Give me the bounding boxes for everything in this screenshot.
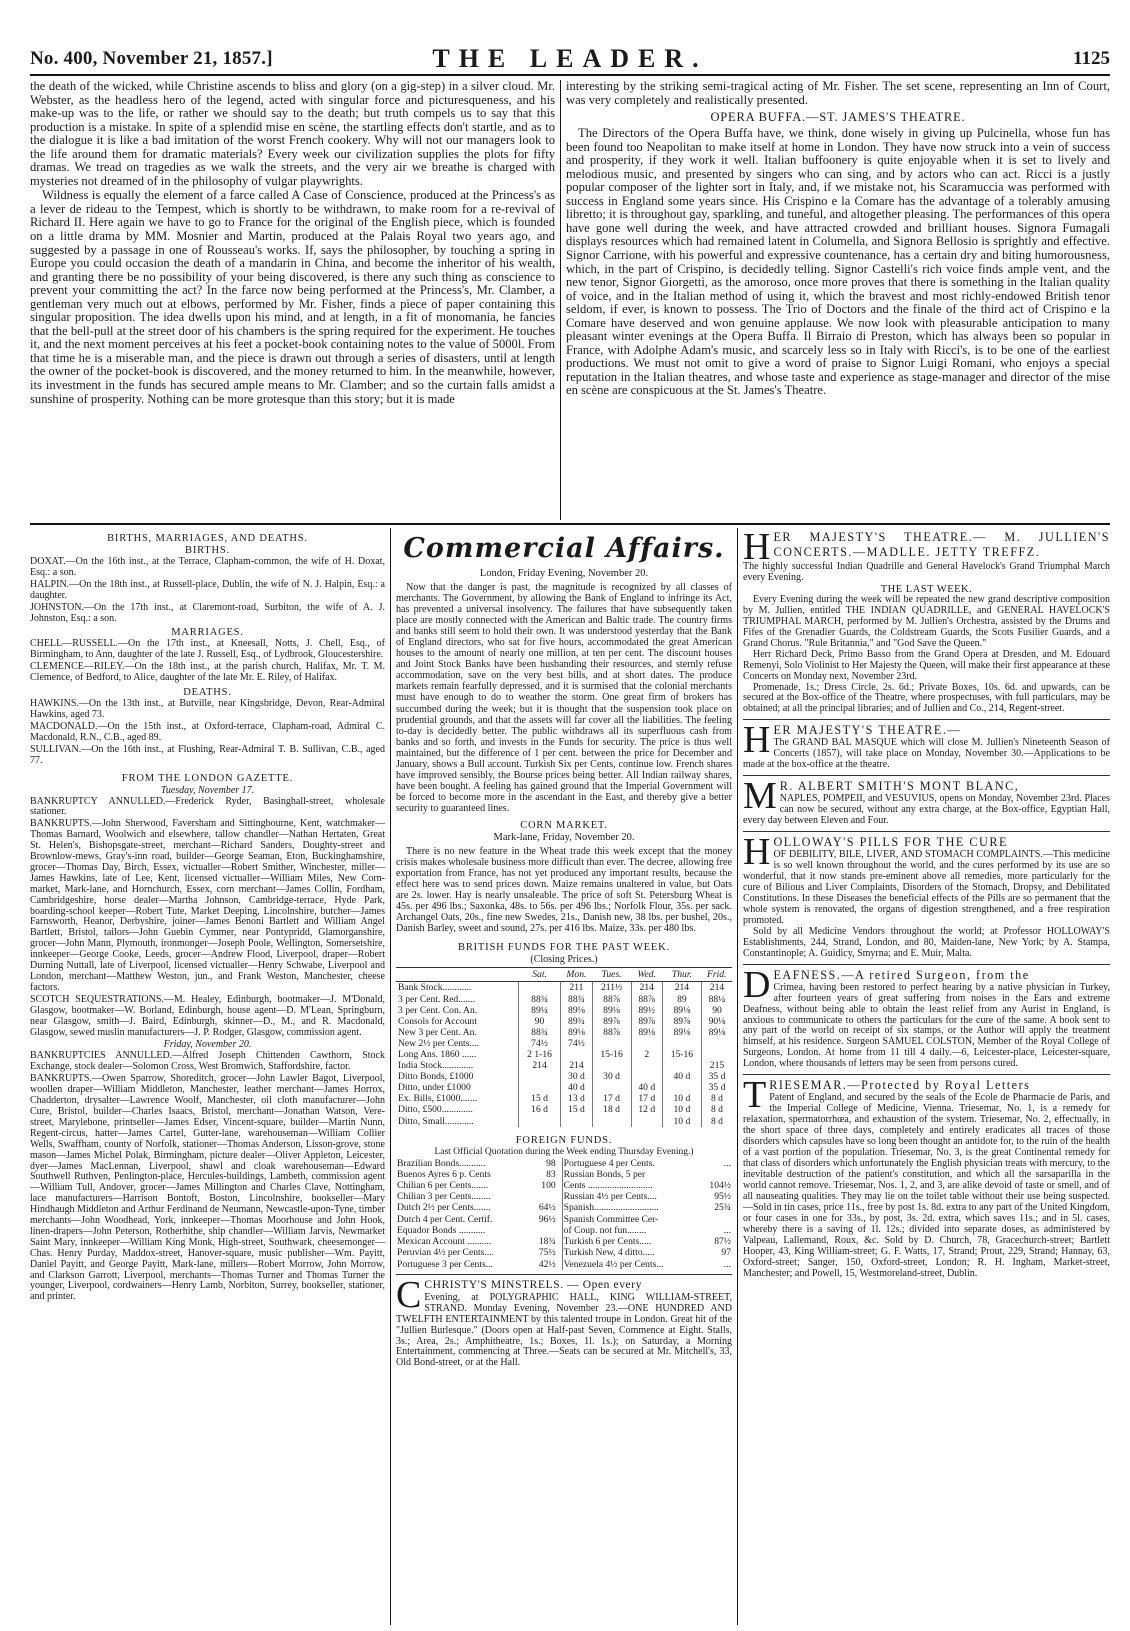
foreign-fund-price-cell	[700, 1214, 732, 1225]
review-paragraph: interesting by the striking semi-tragical acting of Mr. Fisher. The set scene, representing an Inn of Court, was very completely and realistically presented.	[566, 80, 1110, 107]
foreign-fund-name-cell: Mexican Account ..........	[397, 1236, 492, 1248]
her-majestys-theatre-bal-masque-advert	[743, 719, 1110, 771]
fund-price-cell: 211½	[592, 982, 631, 994]
holloways-pills-advert	[743, 831, 1110, 960]
fund-price-cell: 15-16	[592, 1049, 631, 1060]
fund-price-cell: 18 d	[592, 1104, 631, 1115]
fund-price-cell: 40 d	[662, 1071, 701, 1082]
foreign-fund-price-cell: 96½	[529, 1214, 562, 1225]
table-row	[396, 1259, 732, 1270]
fund-price-cell: 88¾	[518, 994, 561, 1005]
opera-buffa-text: The Directors of the Opera Buffa have, we think, done wisely in giving up Pulcinella, whose fun has been found too Neapolitan to make itself at home in London. They have now struck into a vein of success and prosperity, if they work it well. Italian buffoonery is quite enjoyable when it is set to lively and melodious music, and presented by singers who can sing, and by actors who can act. Ricci is a justly popular composer of the lighter sort in Italy, and, if we mistake not, his Scaramuccia was performed with success in England some years since. His Crispino e la Comare has the advantage of a tolerably amusing libretto; it is throughout gay, sparkling, and tuneful, and altogether pleasing. The performances of this opera have gone well during the week, and have attracted crowded and brilliant houses. Signora Fumagali displays resources which had remained latent in Columella, and Signora Bellosio is sprightly and effective. Signor Carrione, with his powerful and expressive countenance, has a certain dry and biting humorousness, which, in the part of Crispino, is decidedly telling. Signor Castelli's rich voice finds ample vent, and the new tenor, Signor Giorgetti, as the amoroso, once more proves that there is something in the Italian quality of voice, and in the Italian method of using it, which the bravest and most richly-endowed British tenor seldom, if ever, is known to possess. The Trio of Doctors and the finale of the third act of Crispino e la Comare have deserved and won genuine applause. We now look with pleasurable anticipation to many pleasant winter evenings at the Opera Buffa. Il Birraio di Preston, which has always been so popular in France, with Adolphe Adam's music, and scarcely less so in Italy with Ricci's, is to be one of the earliest productions. We must not omit to give a word of praise to Signor Luigi Romani, who enjoys a special reputation in the Italian theatres, and whose taste and experience as stage-manager and director of the mise en scène are conspicuous at the St. James's Theatre.	[566, 126, 1110, 398]
column-divider	[560, 80, 561, 520]
advert-text: Promenade, 1s.; Dress Circle, 2s. 6d.; Private Boxes, 10s. 6d. and upwards, can be secured at the Box-office of the Theatre, where prospectuses, with full particulars, may be obtained; at all the principal libraries; and of Jullien and Co., 214, Regent-street.	[743, 681, 1110, 715]
table-row	[396, 1180, 732, 1191]
fund-price-cell: 30 d	[561, 1071, 592, 1082]
advert-text: Evening, at POLYGRAPHIC HALL, KING WILLIAM-STREET, STRAND. Monday Evening, November 23.—ONE HUNDRED AND TWELFTH ENTERTAINMENT by this talented troupe in London. Great hit of the "Jullien Burlesque." (Doors open at Half-past Seven, Commence at Eight. Stalls, 3s.; Area, 2s.; Amphitheatre, 1s.; Boxes, 1l. 1s.); on Saturday, a Morning Entertainment, commencing at Three.—Seats can be secured at Mr. Mitchell's, 33, Old Bond-street, or at the Hall.	[396, 1291, 732, 1369]
foreign-fund-price-cell: 97	[721, 1247, 731, 1259]
foreign-fund-name-cell: Russian 4½ per Cents....	[563, 1191, 657, 1203]
fund-price-cell: 35 d	[701, 1071, 732, 1082]
section-divider	[30, 523, 1110, 525]
fund-price-cell: 88¾	[518, 1027, 561, 1038]
fund-price-cell: 40 d	[561, 1082, 592, 1093]
fund-price-cell: 17 d	[631, 1093, 662, 1104]
fund-price-cell: 88⅞	[592, 1027, 631, 1038]
fund-price-cell: 35 d	[701, 1082, 732, 1093]
fund-price-cell: 30 d	[592, 1071, 631, 1082]
fund-price-cell: 16 d	[518, 1104, 561, 1115]
birth-notice: HALPIN.—On the 18th inst., at Russell-place, Dublin, the wife of N. J. Halpin, Esq.: a daughter.	[30, 578, 385, 601]
fund-price-cell	[592, 1038, 631, 1049]
table-row	[396, 1027, 732, 1038]
foreign-fund-price-cell: 87½	[714, 1236, 731, 1248]
fund-price-cell: 89¾	[561, 1016, 592, 1027]
foreign-fund-name-cell: Russian Bonds, 5 per	[563, 1168, 646, 1180]
fund-price-cell: 40 d	[631, 1082, 662, 1093]
fund-price-cell: 89⅛	[662, 1027, 701, 1038]
foreign-fund-name-cell: Buenos Ayres 6 p. Cents	[397, 1168, 491, 1180]
foreign-fund-price-cell: ...	[723, 1157, 731, 1169]
table-row	[396, 994, 732, 1005]
ad-divider	[743, 964, 1110, 965]
table-row	[396, 1247, 732, 1258]
fund-price-cell: 8 d	[701, 1116, 732, 1127]
foreign-fund-price-cell: 104½	[709, 1180, 731, 1192]
fund-price-cell: 74½	[518, 1038, 561, 1049]
fund-price-cell: 89⅞	[592, 1016, 631, 1027]
british-funds-subtitle: (Closing Prices.)	[530, 954, 598, 966]
drop-cap: C	[396, 1273, 422, 1316]
fund-price-cell: 2 1-16	[518, 1049, 561, 1060]
fund-price-cell: 88⅞	[631, 994, 662, 1005]
advert-heading: RIESEMAR.—Protected by Royal Letters	[769, 1078, 1031, 1093]
advert-heading: ER MAJESTY'S THEATRE.—	[773, 723, 962, 738]
foreign-fund-price-cell: 100	[529, 1180, 562, 1191]
fund-price-cell: 89¼	[518, 1005, 561, 1016]
deaths-heading: DEATHS.	[183, 687, 232, 699]
advert-heading: R. ALBERT SMITH'S MONT BLANC,	[779, 779, 1020, 794]
fund-price-cell: 89⅞	[631, 1016, 662, 1027]
commercial-dateline: London, Friday Evening, November 20.	[479, 568, 649, 579]
table-row	[396, 1191, 732, 1202]
ad-divider	[743, 719, 1110, 720]
foreign-fund-name-cell: Dutch 4 per Cent. Certif.	[397, 1213, 493, 1225]
page-number: 1125	[1073, 48, 1110, 69]
deafness-advert	[743, 963, 1110, 1071]
column-header: Wed.	[631, 968, 662, 982]
corn-market-dateline: Mark-lane, Friday, November 20.	[493, 831, 635, 843]
advert-text: Crimea, having been restored to perfect hearing by a native physician in Turkey, after fourteen years of great suffering from noises in the Ears and extreme Deafness, without being able to obtain the least relief from any Aurist in England, is anxious to communicate to others the particulars for the cure of the same. A book sent to any part of the world on receipt of six stamps, or the Author will apply the treatment himself, at his residence. Surgeon SAMUEL COLSTON, Member of the Royal College of Surgeons, London. At home from 11 till 4 daily.—6, Leicester-place, Leicester-square, London, where thousands of letters may be seen from persons cured.	[743, 981, 1110, 1070]
table-row	[396, 1071, 732, 1082]
commercial-text: Now that the danger is past, the magnitude is recognized by all classes of merchants. The Government, by allowing the Bank of England to infringe its Act, has prevented a universal insolvency. The failures that have subsequently taken place are mostly connected with the American and Baltic trade. The country firms and banks still seem to hold their own. It was understood yesterday that the Bank of England directors, who sat for five hours, accommodated the great American houses to the amount of nearly one million, at ten per cent. The discount houses and Joint Stock Banks have been husbanding their resources, and sternly refuse accommodation, save on the very best bills, and at short dates. The produce markets remain fearfully depressed, and it is surmised that the colonial merchants must have enough to do to weather the storm. One great firm of brokers has succumbed during the week; but it is thought that the suspension took place on prudential grounds, and that the assets will far cover all the liabilities. The feeling to-day is decidedly better. The public withdraws all its superfluous cash from banks and so forth, and invests in the Funds for security. The price is thus well maintained, but the difference of 1 per cent. between the price for December and January, shows a Bull account. Turkish Six per Cents, continue low. French shares have improved sensibly, the Bourse prices being better. All Indian railway shares, have been bought. A feeling has gained ground that the Imperial Government will be forced to become more in the ascendant in the East, and thereby give a better security to guaranteed lines.	[396, 582, 732, 814]
fund-price-cell: 89½	[631, 1005, 662, 1016]
fund-name-cell: Ditto, under £1000	[398, 1082, 471, 1094]
ad-divider	[396, 1274, 732, 1275]
foreign-fund-name-cell: Dutch 2½ per Cents.......	[397, 1202, 491, 1214]
fund-price-cell	[592, 1060, 631, 1071]
fund-price-cell: 15 d	[561, 1104, 592, 1115]
fund-name-cell: 3 per Cent. Con. An.	[398, 1004, 478, 1016]
bmd-title: BIRTHS, MARRIAGES, AND DEATHS.	[107, 533, 308, 544]
foreign-fund-price-cell: 98	[529, 1158, 562, 1169]
births-heading: BIRTHS.	[185, 545, 230, 556]
fund-price-cell: 214	[701, 982, 732, 994]
fund-name-cell: Bank Stock............	[398, 982, 472, 994]
advert-heading: ER MAJESTY'S THEATRE.— M. JULLIEN'S CONCERTS.—MADLLE. JETTY TREFFZ.	[773, 530, 1110, 559]
fund-price-cell: 2	[631, 1049, 662, 1060]
fund-price-cell	[662, 1082, 701, 1093]
gazette-paragraph: BANKRUPTCIES ANNULLED.—Alfred Joseph Chittenden Cawthorn, Stock Exchange, stock dealer—Solomon Cross, West Bromwich, Staffordshire, factor.	[30, 1050, 385, 1073]
fund-price-cell	[631, 1116, 662, 1127]
gazette-paragraph: BANKRUPTS.—John Sherwood, Faversham and Sittingbourne, Kent, watchmaker—Thomas Barnard, Woolwich and elsewhere, tallow chandler—Nathan Hertaten, Great St. Helen's, Bishopsgate-street, merchant—Richard Sanders, Doughty-street and Brownlow-mews, Gray's-inn road, builder—George Seaman, Eton, Buckinghamshire, grocer—Thomas Day, Birch, Essex, victualler—Robert Smither, Winchester, miller—James Hawkins, late of Lee, Kent, licensed victualler—William Miles, New Corn-market, Mark-lane, and Hornchurch, Essex, corn merchant—James Collin, Fordham, Cambridgeshire, horse dealer—Martha Johnson, Cambridge-terrace, Hyde Park, boarding-school keeper—Robert Tute, Market Deeping, Lincolnshire, butcher—James Farnsworth, Heanor, Derbyshire, joiner—James Benoni Bartlett and William Angel Bartlett, Bristol, tailors—John Guebin Cymmer, near Pontypridd, Glamorganshire, grocer—John Mann, Plymouth, ironmonger—Joseph Poole, Wellington, Somersetshire, innkeeper—George Cooke, Leeds, grocer—Andrew Flood, Liverpool, draper—Robert Durning Nuttall, late of Liverpool, licensed victualler—Henry Schwabe, Liverpool and London, merchant—Matthew Weston, jun., and Frank Weston, Manchester, cheese factors.	[30, 818, 385, 993]
fund-price-cell: 89⅛	[561, 1005, 592, 1016]
fund-price-cell	[631, 1060, 662, 1071]
fund-price-cell	[631, 1071, 662, 1082]
column-header	[396, 968, 518, 982]
her-majestys-theatre-concerts-advert	[743, 530, 1110, 715]
fund-price-cell: 89⅛	[561, 1027, 592, 1038]
foreign-funds-subtitle: Last Official Quotation during the Week ending Thursday Evening.)	[434, 1146, 694, 1157]
fund-price-cell: 214	[631, 982, 662, 994]
fund-price-cell	[701, 1049, 732, 1060]
fund-price-cell: 88⅞	[592, 994, 631, 1005]
foreign-fund-name-cell: Spanish Committee Cer-	[563, 1213, 659, 1225]
corn-market-text: There is no new feature in the Wheat trade this week except that the money crisis makes wholesale business more difficult than ever. The decree, allowing free exportation from France, has not yet produced any important results, because the effect here was to send prices down. Maize remains unaltered in value, but Oats are 2s. lower. Hay is nearly unsaleable. The price of soft St. Petersburg Wheat is 45s. per 496 lbs.; Saxonka, 48s. to 56s. per 496 lbs.; Norfolk Flour, 35s. per sack. Archangel Oats, 20s., fine new Swedes, 21s., Danish new, 38 lbs. per bushel, 20s., Danish Barley, sweet and sound, 27s. per 416 lbs. Maize, 33s. per 480 lbs.	[396, 845, 732, 935]
fund-price-cell: 10 d	[662, 1116, 701, 1127]
table-row	[396, 1214, 732, 1225]
table-row	[396, 1049, 732, 1060]
column-header: Thur.	[662, 968, 701, 982]
advert-heading: CHRISTY'S MINSTRELS. — Open every	[424, 1278, 643, 1291]
foreign-fund-price-cell: 75½	[529, 1247, 562, 1258]
fund-price-cell	[518, 1082, 561, 1093]
advert-text: Herr Richard Deck, Primo Basso from the Grand Opera at Dresden, and M. Edouard Remenyi, Solo Violinist to Her Majesty the Queen, will make their first appearance at these Concerts on Monday next, November 23rd.	[743, 648, 1110, 682]
fund-price-cell: 88¼	[701, 994, 732, 1005]
mont-blanc-advert	[743, 775, 1110, 827]
column-divider	[390, 528, 391, 1625]
fund-price-cell	[592, 1082, 631, 1093]
fund-price-cell: 17 d	[592, 1093, 631, 1104]
foreign-fund-price-cell	[529, 1225, 562, 1236]
advert-subheading: THE LAST WEEK.	[880, 583, 973, 595]
foreign-fund-name-cell: Brazilian Bonds...........	[397, 1157, 486, 1169]
foreign-fund-name-cell: Chilian 6 per Cents.......	[397, 1180, 489, 1192]
advert-text: Sold by all Medicine Vendors throughout the world; at Professor HOLLOWAY'S Establishments, 244, Strand, London, and 80, Maiden-lane, New York; by A. Stampa, Constantinople; A. Guidicy, Smyrna; and E. Muir, Malta.	[743, 925, 1110, 959]
fund-price-cell: 214	[518, 1060, 561, 1071]
british-funds-table	[396, 967, 732, 1126]
column-header: Tues.	[592, 968, 631, 982]
fund-price-cell	[518, 1071, 561, 1082]
ad-divider	[743, 831, 1110, 832]
fund-price-cell: 90⅛	[701, 1016, 732, 1027]
foreign-fund-name-cell: of Coup. not fun........	[563, 1224, 647, 1236]
theatre-review-left-column	[30, 80, 555, 520]
fund-name-cell: Long Ans. 1860 ......	[398, 1049, 477, 1061]
foreign-fund-name-cell: Equador Bonds ...........	[397, 1224, 486, 1236]
marriage-notice: CHELL—RUSSELL.—On the 17th inst., at Kneesall, Notts, J. Chell, Esq., of Birmingham, to Ann, daughter of the late J. Russell, Esq., of Lydbrook, Gloucestershire.	[30, 638, 385, 661]
advert-text: The GRAND BAL MASQUE which will close M. Jullien's Nineteenth Season of Concerts (1857), will take place on Monday, November 30.—Applications to be made at the box-office at the theatre.	[743, 737, 1110, 771]
advert-text: OF DEBILITY, BILE, LIVER, AND STOMACH COMPLAINTS.—This medicine is so well known throughout the world, and the cures performed by its use are so wonderful, that it now stands pre-eminent above all remedies, more particularly for the cure of Bilious and Liver Complaints, Disorders of the Stomach, Dropsy, and Debilitated Constitutions. In these Diseases the beneficial effects of the Pills are so permanent that the whole system is renovated, the organs of digestion strengthened, and a free respiration promoted.	[743, 849, 1110, 926]
fund-price-cell: 214	[561, 1060, 592, 1071]
foreign-fund-price-cell: 95½	[714, 1191, 731, 1203]
marriage-notice: CLEMENCE—RILEY.—On the 18th inst., at the parish church, Halifax, Mr. T. M. Clemence, of Bedford, to Alice, daughter of the late Mr. E. Riley, of Halifax.	[30, 661, 385, 684]
foreign-fund-price-cell	[529, 1191, 562, 1202]
commercial-column	[396, 530, 732, 1625]
fund-price-cell: 89⅛	[592, 1005, 631, 1016]
fund-price-cell: 211	[561, 982, 592, 994]
drop-cap: H	[743, 719, 771, 762]
foreign-fund-price-cell	[700, 1169, 732, 1180]
table-row	[396, 982, 732, 994]
fund-price-cell: 74½	[561, 1038, 592, 1049]
marriages-heading: MARRIAGES.	[171, 627, 244, 639]
column-header: Mon.	[561, 968, 592, 982]
advert-text: The highly successful Indian Quadrille and General Havelock's Grand Triumphal March every Evening.	[743, 561, 1110, 583]
foreign-fund-name-cell: Chilian 3 per Cents........	[397, 1191, 491, 1203]
fund-price-cell	[701, 1038, 732, 1049]
table-row	[396, 1158, 732, 1169]
advert-heading: OLLOWAY'S PILLS FOR THE CURE	[773, 835, 1008, 850]
death-notice: HAWKINS.—On the 13th inst., at Butville, near Kingsbridge, Devon, Rear-Admiral Hawkins, aged 73.	[30, 698, 385, 720]
fund-price-cell: 13 d	[561, 1093, 592, 1104]
fund-price-cell: 12 d	[631, 1104, 662, 1115]
foreign-fund-price-cell: 83	[529, 1169, 562, 1180]
advert-text: NAPLES, POMPEII, and VESUVIUS, opens on Monday, November 23rd. Places can now be secured, without any extra charge, at the Box-office, Egyptian Hall, every day between Eleven and Four.	[743, 793, 1110, 827]
gazette-date: Tuesday, November 17.	[160, 784, 255, 796]
fund-name-cell: Ditto, £500.............	[398, 1104, 473, 1116]
foreign-fund-name-cell: Turkish New, 4 ditto.....	[563, 1247, 655, 1259]
theatre-review-right-column	[566, 80, 1110, 520]
fund-price-cell: 89⅛	[701, 1027, 732, 1038]
fund-price-cell: 88¾	[561, 994, 592, 1005]
table-row	[396, 1016, 732, 1027]
gazette-date: Friday, November 20.	[163, 1039, 252, 1051]
fund-price-cell	[631, 1038, 662, 1049]
column-header: Frid.	[701, 968, 732, 982]
masthead	[30, 46, 1110, 76]
table-row	[396, 1038, 732, 1049]
fund-name-cell: Ex. Bills, £1000.......	[398, 1093, 478, 1105]
death-notice: MACDONALD.—On the 15th inst., at Oxford-terrace, Clapham-road, Admiral C. Macdonald, R.N., C.B., aged 89.	[30, 720, 385, 743]
table-row	[396, 1202, 732, 1213]
foreign-fund-name-cell: Portuguese 4 per Cents.	[563, 1157, 655, 1169]
fund-name-cell: New 2½ per Cents....	[398, 1037, 479, 1049]
death-notice: SULLIVAN.—On the 16th inst., at Flushing, Rear-Admiral T. B. Sullivan, C.B., aged 77.	[30, 743, 385, 766]
ad-divider	[743, 1074, 1110, 1075]
column-divider	[737, 528, 738, 1625]
table-row	[396, 1236, 732, 1247]
table-header-row	[396, 968, 732, 982]
fund-name-cell: Ditto, Small............	[398, 1115, 474, 1127]
fund-price-cell: 8 d	[701, 1104, 732, 1115]
issue-number-date: No. 400, November 21, 1857.]	[30, 48, 273, 69]
notices-column	[30, 530, 385, 1625]
ad-divider	[743, 775, 1110, 776]
fund-price-cell	[662, 1038, 701, 1049]
foreign-fund-price-cell: ...	[723, 1258, 731, 1270]
drop-cap: T	[743, 1074, 767, 1117]
foreign-funds-title: FOREIGN FUNDS.	[515, 1134, 613, 1146]
fund-price-cell: 89⅞	[662, 1016, 701, 1027]
foreign-fund-name-cell: Spanish...........................	[563, 1202, 659, 1214]
gazette-paragraph: BANKRUPTS.—Owen Sparrow, Shoreditch, grocer—John Lawler Bagot, Liverpool, woollen draper—William Middleton, Manchester, leather merchant—James Horrox, Chadderton, drysalter—Lawrence Woolf, Manchester, oil cloth manufacturer—John Cure, Bristol, builder—Charles Isaacs, Bristol, merchant—Jonathan Watson, Vere-street, Marylebone, printseller—James Edser, Vincent-square, builder—Martin Nunn, Regent-circus, hatter—James Cartel, Gutter-lane, warehouseman—William Collier Wells, Swaffham, county of Norfolk, stationer—Thomas Anderson, Lisson-grove, stone mason—James Michel Polak, Birmingham, picture dealer—Oliver Appleton, Leicester, dyer—James MacLennan, Liverpool, shawl and cloak warehouseman—Edward Southwell Ruthven, Penlington-place, Hercules-buildings, Lambeth, commission agent—William Tull, Andover, grocer—James Millington and Charles Clave, Nottingham, lace manufacturers—Harrison Bontoft, Boston, Lincolnshire, bookseller—Mary Hindhaugh Middleton and Arthur Ferdinand de Neumann, Newcastle-upon-Tyne, timber merchants—John Woodhead, York, innkeeper—Thomas Moorhouse and John Hook, linen-drapers—John Peterson, Rotherhithe, ship chandler—William Jarvis, Newmarket Saint Mary, innkeeper—William King Monk, High-street, Southwark, cheesemonger—Chas. Henry Purday, Maddox-street, Hanover-square, music publisher—Wm. Payitt, Daniel Payitt, and George Payitt, Mark-lane, millers—Robert Morrow, John Morrow, and Clarkson Garrott, Liverpool, merchants—Thomas Turner and Thomas Turner the younger, Liverpool, cordwainers—Henry Lamb, Norbiton, Surrey, bookseller, stationer, and printer.	[30, 1073, 385, 1303]
gazette-paragraph: BANKRUPTCY ANNULLED.—Frederick Ryder, Basinghall-street, wholesale stationer.	[30, 795, 385, 818]
fund-name-cell: New 3 per Cent. An.	[398, 1026, 477, 1038]
table-row	[396, 1093, 732, 1104]
fund-price-cell	[518, 982, 561, 994]
foreign-fund-price-cell: 25¾	[714, 1202, 731, 1214]
foreign-fund-price-cell: 64½	[529, 1202, 562, 1213]
fund-price-cell: 89	[662, 994, 701, 1005]
foreign-fund-name-cell: Cents ...........................	[563, 1180, 653, 1192]
review-paragraph: the death of the wicked, while Christine ascends to bliss and glory (on a gig-step) in a silver cloud. Mr. Webster, as the headless hero of the legend, acted with singular force and picturesqueness, and his make-up was to the life, or rather we should say to the death; but truth compels us to say that this production is a mistake. In spite of a splendid mise en scène, the startling effects don't startle, and as to the dialogue it is like a bad imitation of the worst French cookery. Why will not our managers look to the life around them for dramatic materials? Every week our civilization supplies the plots for fifty dramas. We tread on tragedies as we walk the streets, and the very air we breathe is charged with mysteries not dreamed of in the philosophy of vulgar playwrights.	[30, 80, 555, 188]
foreign-fund-price-cell: 18¾	[529, 1236, 562, 1247]
commercial-affairs-title: Commercial Affairs.	[403, 533, 725, 564]
column-header: Sat.	[518, 968, 561, 982]
fund-name-cell: India Stock.............	[398, 1060, 474, 1072]
table-row	[396, 1225, 732, 1236]
fund-price-cell: 10 d	[662, 1104, 701, 1115]
advert-text: Patent of England, and secured by the seals of the Ecole de Pharmacie de Paris, and the Imperial College of Medicine, Vienna. Triesemar, No. 1, is a remedy for relaxation, spermatorrhœa, and exhaustion of the system. Triesemar, No. 2, effectually, in the short space of three days, completely and entirely eradicates all traces of those disorders which capsules have so long been thought an antidote for, to the ruin of the health of a vast portion of the population. Triesemar, No. 3, is the great Continental remedy for that class of disorders which unfortunately the English physician treats with mercury, to the inevitable destruction of the patient's constitution, and which all the sarsaparilla in the world cannot remove. Triesemar, Nos. 1, 2, and 3, are alike devoid of taste or smell, and of all nauseating qualities. They may lie on the toilet table without their use being suspected.—Sold in tin cases, price 11s., free by post 1s. 8d. extra to any part of the United Kingdom, or four cases in one for 33s., by post, 3s. 2d. extra, which saves 11s.; and in 5l. cases, whereby there is a saving of 1l. 12s.; divided into separate doses, as administered by Valpeau, Lallemand, Roux, &c. Sold by D. Church, 78, Gracechurch-street; Bartlett Hooper, 43, King William-street; G. F. Watts, 17, Strand; Prout, 229, Strand; Hannay, 63, Oxford-street; Sanger, 150, Oxford-street, London; R. H. Ingham, Market-street, Manchester; and Powell, 15, Westmoreland-street, Dublin.	[743, 1092, 1110, 1279]
drop-cap: M	[743, 775, 777, 818]
foreign-fund-name-cell: Turkish 6 per Cents.....	[563, 1236, 652, 1248]
birth-notice: JOHNSTON.—On the 17th inst., at Claremont-road, Surbiton, the wife of A. J. Johnston, Esq.: a son.	[30, 601, 385, 624]
gazette-paragraph: SCOTCH SEQUESTRATIONS.—M. Healey, Edinburgh, bootmaker—J. M'Donald, Glasgow, bootmaker—W. Borland, Edinburgh, house agent—D. M'Lean, Springburn, near Glasgow, smith—J. Baird, Edinburgh, skinner—D., M., and R. Macdonald, Glasgow, sewed muslin manufacturers—J. P. Rodger, Glasgow, commission agent.	[30, 993, 385, 1038]
fund-name-cell: Consols for Account	[398, 1015, 477, 1027]
fund-price-cell: 214	[662, 982, 701, 994]
fund-name-cell: Ditto Bonds, £1000	[398, 1071, 474, 1083]
table-row	[396, 1116, 732, 1127]
foreign-fund-name-cell: Portuguese 3 per Cents...	[397, 1258, 493, 1270]
fund-price-cell	[662, 1060, 701, 1071]
fund-name-cell: 3 per Cent. Red.......	[398, 993, 476, 1005]
triesemar-advert	[743, 1074, 1110, 1279]
corn-market-title: CORN MARKET.	[520, 819, 608, 831]
foreign-fund-price-cell: ...	[723, 1224, 731, 1236]
opera-buffa-heading: OPERA BUFFA.—ST. JAMES'S THEATRE.	[710, 110, 966, 125]
fund-price-cell	[518, 1116, 561, 1127]
fund-price-cell: 90	[518, 1016, 561, 1027]
fund-price-cell: 89⅛	[662, 1005, 701, 1016]
advert-heading: EAFNESS.—A retired Surgeon, from the	[773, 967, 1030, 982]
fund-price-cell: 8 d	[701, 1093, 732, 1104]
foreign-fund-price-cell: 42½	[529, 1259, 562, 1270]
table-row	[396, 1169, 732, 1180]
advert-text: Every Evening during the week will be repeated the new grand descriptive composition by M. Jullien, entitled THE INDIAN QUADRILLE, and GENERAL HAVELOCK'S TRIUMPHAL MARCH, performed by M. Jullien's Orchestra, assisted by the Drums and Fifes of the Grenadier Guards, the Coldstream Guards, the Scots Fusilier Guards, and a Grand Chorus. "Rule Britannia," and "God Save the Queen."	[743, 593, 1110, 649]
table-row	[396, 1060, 732, 1071]
table-row	[396, 1104, 732, 1115]
drop-cap: H	[743, 831, 771, 874]
foreign-fund-name-cell: Venezuela 4½ per Cents...	[563, 1258, 664, 1270]
fund-price-cell: 215	[701, 1060, 732, 1071]
foreign-funds-table	[396, 1158, 732, 1270]
christys-minstrels-advert	[396, 1273, 732, 1370]
british-funds-title: BRITISH FUNDS FOR THE PAST WEEK.	[458, 942, 670, 954]
fund-price-cell	[561, 1116, 592, 1127]
advertisements-column	[743, 530, 1110, 1625]
birth-notice: DOXAT.—On the 16th inst., at the Terrace, Clapham-common, the wife of H. Doxat, Esq.: a son.	[30, 556, 385, 578]
fund-price-cell: 90	[701, 1005, 732, 1016]
review-paragraph: Wildness is equally the element of a farce called A Case of Conscience, produced at the Princess's as a lever de rideau to the Tempest, which is shortly to be withdrawn, to make room for a re-revival of Richard II. Here again we have to go to France for the original of the English piece, which is founded on a little drama by MM. Mosnier and Martin, produced at the Palais Royal two years ago, and suggested by a passage in one of Rousseau's works. If, says the philosopher, by touching a spring in Europe you could occasion the death of a mandarin in China, and become the inheritor of his wealth, and granting there be no possibility of your being discovered, is there any such thing as conscience to prevent your committing the act? In the farce now being performed at the Princess's, Mr. Clamber, a gentleman very much out at elbows, performed by Mr. Fisher, finds a piece of paper containing this singular proposition. The idea dwells upon his mind, and at length, in a fit of monomania, he fancies that the bell-pull at the street door of his chambers is the spring required for the experiment. He touches it, and the next moment perceives at his feet a pocket-book containing notes to the value of 5000l. From that time he is a miserable man, and the piece is drawn out through a series of disasters, until at length the owner of the pocket-book is discovered, and the money returned to him. In the meanwhile, however, its investment in the funds has secured ample means to Mr. Clamber; and so the curtain falls amidst a sunshine of prosperity. Nothing can be more grotesque than this story; but it is made	[30, 188, 555, 406]
fund-price-cell: 10 d	[662, 1093, 701, 1104]
table-row	[396, 1005, 732, 1016]
newspaper-title: THE LEADER.	[432, 44, 708, 73]
fund-price-cell	[592, 1116, 631, 1127]
gazette-title: FROM THE LONDON GAZETTE.	[121, 772, 294, 784]
drop-cap: D	[743, 963, 771, 1006]
fund-price-cell: 89⅛	[631, 1027, 662, 1038]
fund-price-cell	[561, 1049, 592, 1060]
drop-cap: H	[743, 530, 771, 568]
table-row	[396, 1082, 732, 1093]
foreign-fund-name-cell: Peruvian 4½ per Cents....	[397, 1247, 494, 1259]
fund-price-cell: 15-16	[662, 1049, 701, 1060]
fund-price-cell: 15 d	[518, 1093, 561, 1104]
